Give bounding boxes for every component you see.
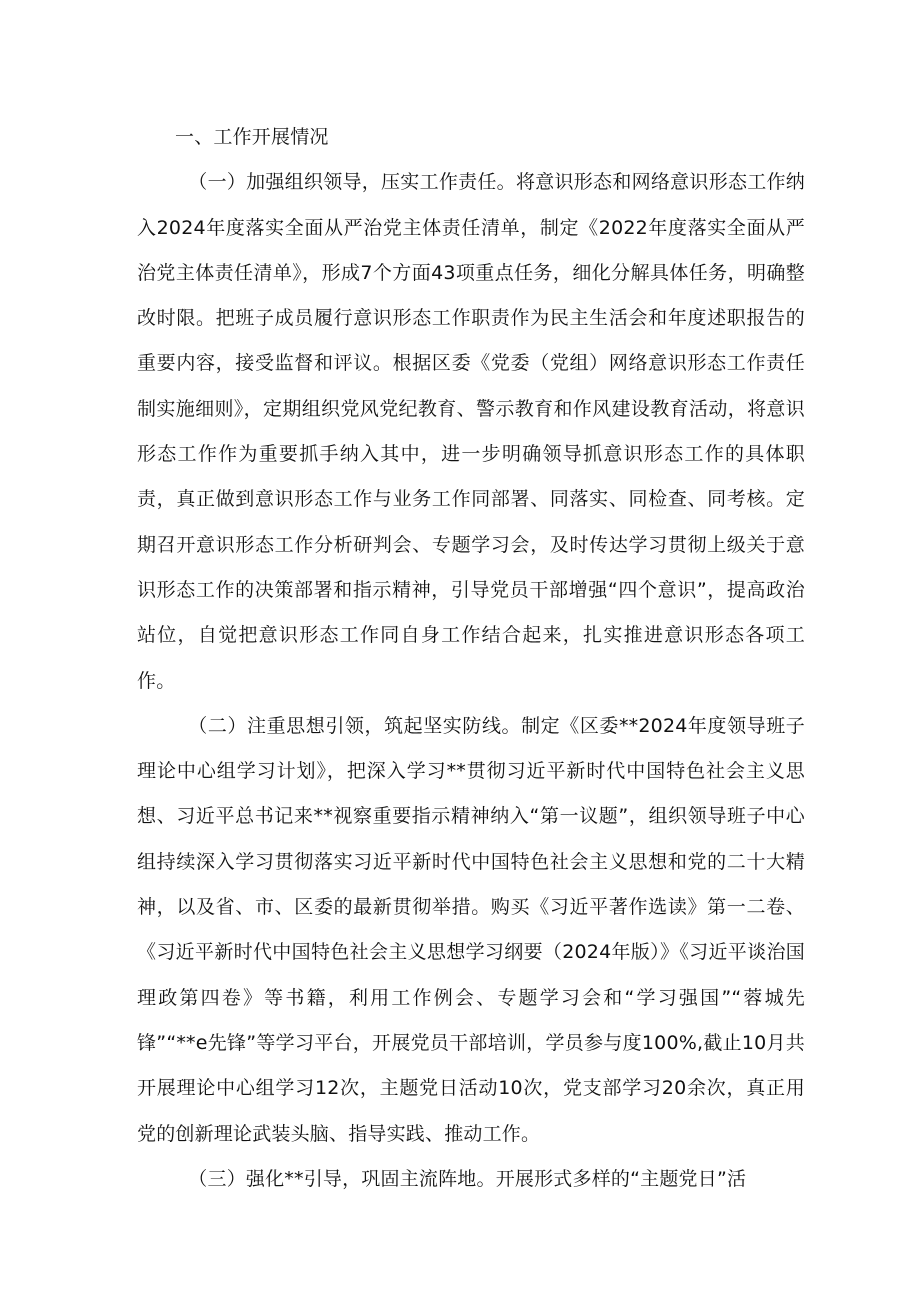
document-body [137, 115, 805, 1202]
paragraph-1: （一）加强组织领导，压实工作责任。将意识形态和网络意识形态工作纳入2024年度落实全面从严治党主体责任清单，制定《2022年度落实全面从严治党主体责任清单》，形成7个方面43项重点任务，细化分解具体任务，明确整改时限。把班子成员履行意识形态工作职责作为民主生活会和年度述职报告的重要内容，接受监督和评议。根据区委《党委（党组）网络意识形态工作责任制实施细则》，定期组织党风党纪教育、警示教育和作风建设教育活动，将意识形态工作作为重要抓手纳入其中，进一步明确领导抓意识形态工作的具体职责，真正做到意识形态工作与业务工作同部署、同落实、同检查、同考核。定期召开意识形态工作分析研判会、专题学习会，及时传达学习贯彻上级关于意识形态工作的决策部署和指示精神，引导党员干部增强“四个意识”，提高政治站位，自觉把意识形态工作同自身工作结合起来，扎实推进意识形态各项工作。 [137, 171, 805, 692]
paragraph-3: （三）强化**引导，巩固主流阵地。开展形式多样的“主题党日”活 [188, 1167, 747, 1190]
paragraph-2: （二）注重思想引领，筑起坚实防线。制定《区委**2024年度领导班子理论中心组学习计划》，把深入学习**贯彻习近平新时代中国特色社会主义思想、习近平总书记来**视察重要指示精神纳入“第一议题”，组织领导班子中心组持续深入学习贯彻落实习近平新时代中国特色社会主义思想和党的二十大精神，以及省、市、区委的最新贯彻举措。购买《习近平著作选读》第一二卷、《习近平新时代中国特色社会主义思想学习纲要（2024年版）》《习近平谈治国理政第四卷》等书籍，利用工作例会、专题学习会和“学习强国”“蓉城先锋”“**e先锋”等学习平台，开展党员干部培训，学员参与度100%,截止10月共开展理论中心组学习12次，主题党日活动10次，党支部学习20余次，真正用党的创新理论武装头脑、指导实践、推动工作。 [137, 714, 805, 1145]
section-heading: 一、工作开展情况 [175, 126, 329, 148]
